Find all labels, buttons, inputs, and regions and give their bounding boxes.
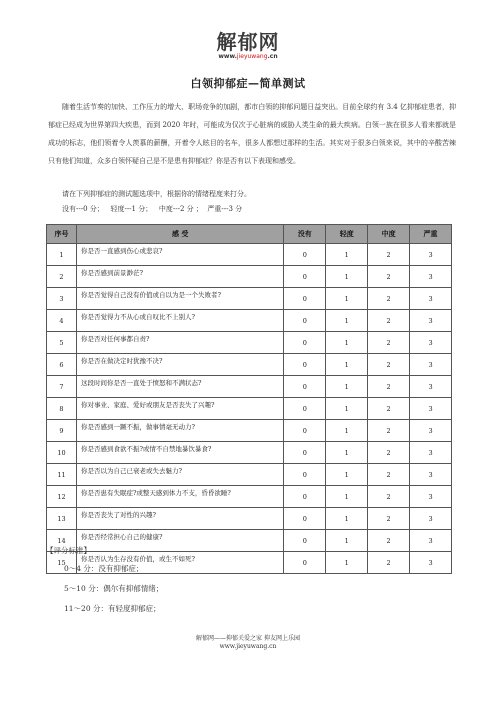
score-mild: 1 bbox=[326, 288, 368, 310]
table-row bbox=[47, 288, 452, 310]
instruction-text: 请在下列抑郁症的测试题选项中，根据你的情绪程度来打分。 bbox=[62, 190, 251, 198]
question-text: 你是否在做决定时犹豫不决? bbox=[76, 354, 283, 376]
row-number: 10 bbox=[47, 442, 77, 464]
table-row bbox=[47, 332, 452, 354]
row-number: 1 bbox=[47, 244, 77, 266]
table-row bbox=[47, 376, 452, 398]
score-severe: 3 bbox=[410, 332, 452, 354]
score-moderate: 2 bbox=[368, 376, 410, 398]
score-mild: 1 bbox=[326, 530, 368, 552]
table-row bbox=[47, 398, 452, 420]
score-none: 0 bbox=[284, 288, 326, 310]
score-severe: 3 bbox=[410, 486, 452, 508]
score-none: 0 bbox=[284, 508, 326, 530]
score-none: 0 bbox=[284, 552, 326, 574]
row-number: 11 bbox=[47, 464, 77, 486]
score-severe: 3 bbox=[410, 266, 452, 288]
score-none: 0 bbox=[284, 420, 326, 442]
row-number: 9 bbox=[47, 420, 77, 442]
table-header-row bbox=[47, 225, 452, 244]
score-mild: 1 bbox=[326, 310, 368, 332]
score-moderate: 2 bbox=[368, 486, 410, 508]
page-title: 白领抑郁症—简单测试 bbox=[190, 77, 306, 90]
score-mild: 1 bbox=[326, 332, 368, 354]
table-row bbox=[47, 508, 452, 530]
score-mild: 1 bbox=[326, 552, 368, 574]
row-number: 6 bbox=[47, 354, 77, 376]
question-text: 你是否感到食欲不振?或情不自禁地暴饮暴食? bbox=[76, 442, 283, 464]
row-number: 4 bbox=[47, 310, 77, 332]
score-severe: 3 bbox=[410, 288, 452, 310]
question-text: 你是否以为自己已衰老或失去魅力? bbox=[76, 464, 283, 486]
score-moderate: 2 bbox=[368, 464, 410, 486]
score-none: 0 bbox=[284, 486, 326, 508]
score-severe: 3 bbox=[410, 376, 452, 398]
question-text: 你是否觉得自己没有价值或自以为是一个失败者? bbox=[76, 288, 283, 310]
score-mild: 1 bbox=[326, 266, 368, 288]
score-moderate: 2 bbox=[368, 530, 410, 552]
table-row bbox=[47, 464, 452, 486]
score-mild: 1 bbox=[326, 398, 368, 420]
score-none: 0 bbox=[284, 354, 326, 376]
score-moderate: 2 bbox=[368, 508, 410, 530]
score-severe: 3 bbox=[410, 530, 452, 552]
footer-url: www.jieyuwang.cn bbox=[219, 643, 277, 650]
score-mild: 1 bbox=[326, 354, 368, 376]
scoring-scale: 没有---0 分； 轻度---1 分； 中度---2 分 ； 严重---3 分 bbox=[62, 205, 243, 213]
row-number: 15 bbox=[47, 552, 77, 574]
score-mild: 1 bbox=[326, 486, 368, 508]
score-moderate: 2 bbox=[368, 244, 410, 266]
row-number: 7 bbox=[47, 376, 77, 398]
score-severe: 3 bbox=[410, 398, 452, 420]
score-none: 0 bbox=[284, 266, 326, 288]
score-severe: 3 bbox=[410, 508, 452, 530]
header-mild: 轻度 bbox=[326, 225, 368, 244]
header-severe: 严重 bbox=[410, 225, 452, 244]
logo-text: 解郁网 bbox=[216, 30, 280, 54]
table-row bbox=[47, 354, 452, 376]
footer-slogan: 解郁网——抑郁关爱之家 抑友网上乐园 bbox=[196, 635, 300, 642]
score-moderate: 2 bbox=[368, 398, 410, 420]
scoring-standard-heading: 【评分标准】 bbox=[46, 546, 91, 555]
score-severe: 3 bbox=[410, 420, 452, 442]
score-none: 0 bbox=[284, 530, 326, 552]
score-moderate: 2 bbox=[368, 420, 410, 442]
table-row bbox=[47, 442, 452, 464]
table-row bbox=[47, 420, 452, 442]
row-number: 3 bbox=[47, 288, 77, 310]
score-moderate: 2 bbox=[368, 354, 410, 376]
score-moderate: 2 bbox=[368, 552, 410, 574]
score-moderate: 2 bbox=[368, 288, 410, 310]
row-number: 12 bbox=[47, 486, 77, 508]
question-text: 你是否一直感到伤心或悲哀? bbox=[76, 244, 283, 266]
question-text: 这段时间你是否一直处于愤怒和不满状态? bbox=[76, 376, 283, 398]
table-row bbox=[47, 486, 452, 508]
scoring-rule: 0～4 分：没有抑郁症； bbox=[64, 564, 144, 573]
question-text: 你是否对任何事都自责? bbox=[76, 332, 283, 354]
site-logo bbox=[208, 31, 288, 65]
table-row bbox=[47, 244, 452, 266]
row-number: 8 bbox=[47, 398, 77, 420]
header-none: 没有 bbox=[284, 225, 326, 244]
table-row bbox=[47, 530, 452, 552]
row-number: 13 bbox=[47, 508, 77, 530]
intro-paragraph: 随着生活节奏的加快、工作压力的增大、职场竞争的加剧，都市白领的抑郁问题日益突出。目前全球约有 3.4 亿抑郁症患者，抑郁症已经成为世界第四大疾患，而到 2020 年时，可能成为仅次于心脏病的威胁人类生命的最大疾病。白领一族在很多人看来都就是成功的标志，他们领着令人羡慕的薪酬，开着令人眩目的名车，很多人都想过那样的生活。其实对于很多白领来说，其中的辛酸苦辣只有他们知道，众多白领怀疑自己是不是患有抑郁症？你是否有以下表现和感受。 bbox=[48, 103, 456, 165]
question-text: 你是否认为生存没有价值，或生不如死? bbox=[76, 552, 283, 574]
question-text: 你是否丧失了对性的兴趣? bbox=[76, 508, 283, 530]
score-severe: 3 bbox=[410, 310, 452, 332]
header-moderate: 中度 bbox=[368, 225, 410, 244]
row-number: 14 bbox=[47, 530, 77, 552]
question-text: 你是否感到前景渺茫? bbox=[76, 266, 283, 288]
score-mild: 1 bbox=[326, 464, 368, 486]
score-moderate: 2 bbox=[368, 310, 410, 332]
score-none: 0 bbox=[284, 398, 326, 420]
score-severe: 3 bbox=[410, 552, 452, 574]
score-none: 0 bbox=[284, 310, 326, 332]
scoring-rule: 11～20 分：有轻度抑郁症； bbox=[64, 604, 161, 613]
question-text: 你是否经常担心自己的健康? bbox=[76, 530, 283, 552]
score-severe: 3 bbox=[410, 442, 452, 464]
questionnaire-table bbox=[46, 224, 452, 574]
question-text: 你是否患有失眠症?或整天感到体力不支，昏昏欲睡? bbox=[76, 486, 283, 508]
score-moderate: 2 bbox=[368, 332, 410, 354]
header-feeling: 感 受 bbox=[76, 225, 283, 244]
question-text: 你对事业、家庭、爱好或朋友是否丧失了兴趣? bbox=[76, 398, 283, 420]
score-severe: 3 bbox=[410, 244, 452, 266]
table-row bbox=[47, 266, 452, 288]
logo-url: www.jieyuwang.cn bbox=[218, 53, 278, 60]
score-mild: 1 bbox=[326, 442, 368, 464]
score-mild: 1 bbox=[326, 376, 368, 398]
score-mild: 1 bbox=[326, 508, 368, 530]
score-none: 0 bbox=[284, 376, 326, 398]
row-number: 5 bbox=[47, 332, 77, 354]
question-text: 你是否觉得力不从心或自叹比不上别人? bbox=[76, 310, 283, 332]
score-none: 0 bbox=[284, 464, 326, 486]
score-severe: 3 bbox=[410, 354, 452, 376]
score-none: 0 bbox=[284, 332, 326, 354]
table-row bbox=[47, 310, 452, 332]
score-none: 0 bbox=[284, 442, 326, 464]
score-severe: 3 bbox=[410, 464, 452, 486]
header-number: 序号 bbox=[47, 225, 77, 244]
score-moderate: 2 bbox=[368, 442, 410, 464]
score-none: 0 bbox=[284, 244, 326, 266]
score-moderate: 2 bbox=[368, 266, 410, 288]
question-text: 你是否感到一蹶不振，做事情毫无动力? bbox=[76, 420, 283, 442]
score-mild: 1 bbox=[326, 420, 368, 442]
scoring-rule: 5～10 分：偶尔有抑郁情绪； bbox=[64, 584, 164, 593]
row-number: 2 bbox=[47, 266, 77, 288]
score-mild: 1 bbox=[326, 244, 368, 266]
